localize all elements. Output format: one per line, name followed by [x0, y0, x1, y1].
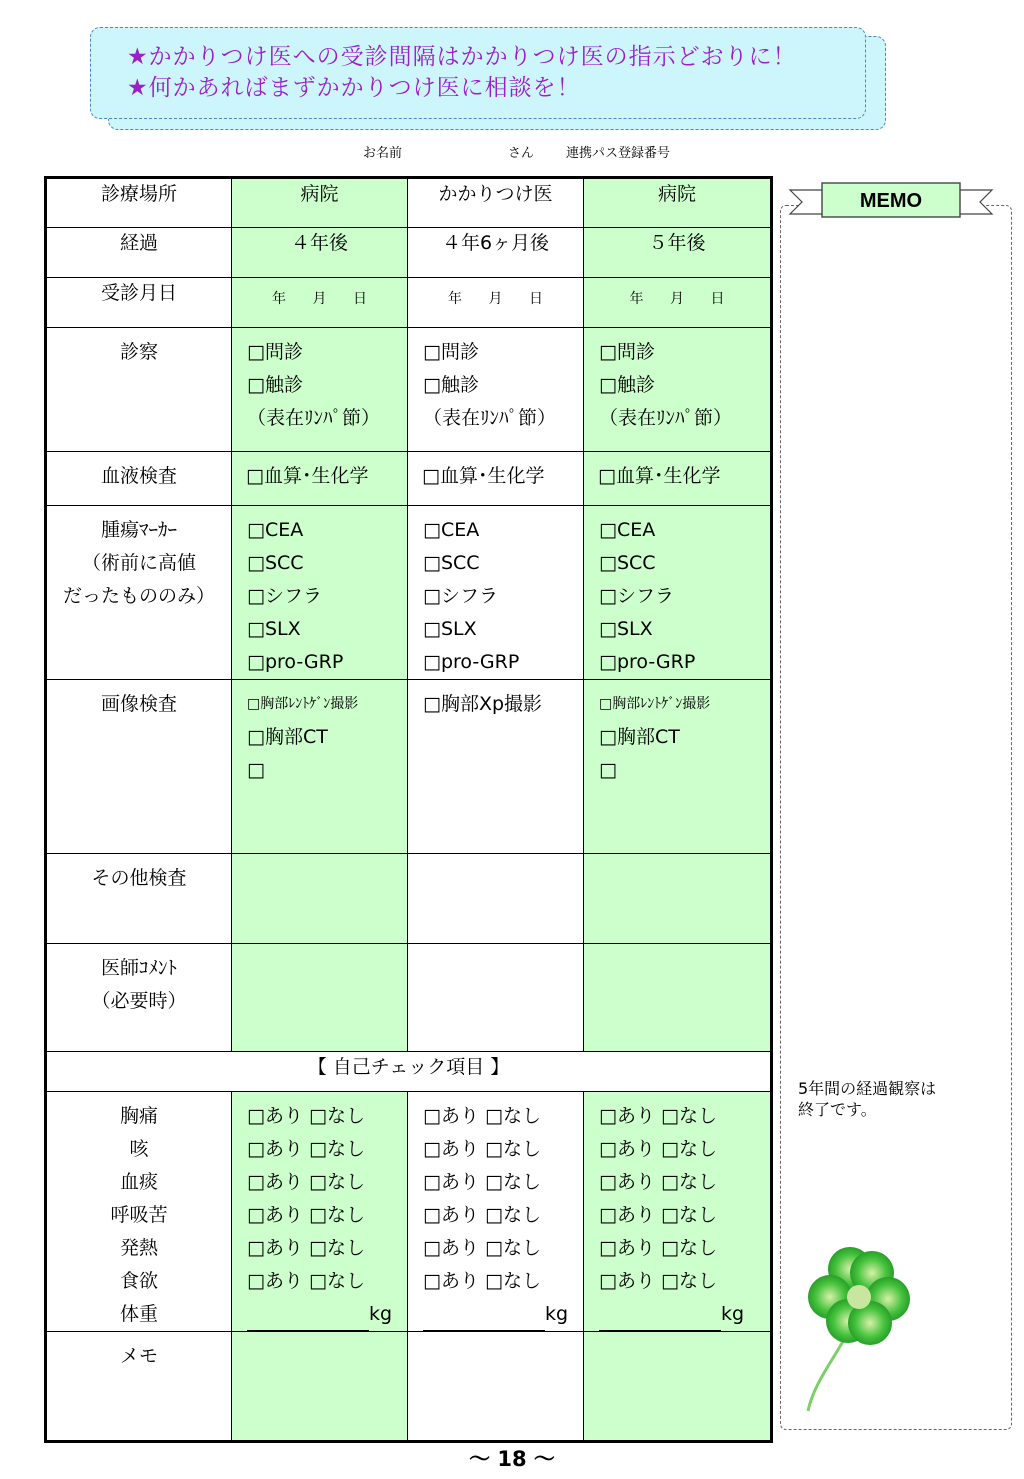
label-exam: [46, 328, 232, 452]
col3-tumor-cea[interactable]: □CEA: [599, 519, 656, 541]
col2-tumor-progrp[interactable]: □pro-GRP: [423, 651, 520, 673]
label-dyspnea: 呼吸苦: [110, 1204, 168, 1226]
col2-comment[interactable]: [408, 944, 584, 1052]
col1-exam-interview[interactable]: □問診: [247, 341, 303, 363]
col3-bloody-sputum[interactable]: □あり □なし: [599, 1171, 717, 1193]
label-tumor-2: （術前に高値: [81, 552, 196, 574]
label-memo-text: メモ: [119, 1345, 158, 1367]
col3-progress: ５年後: [584, 228, 772, 278]
col3-comment[interactable]: [584, 944, 772, 1052]
col1-bloody-sputum[interactable]: □あり □なし: [247, 1171, 365, 1193]
memo-note: [798, 1078, 936, 1120]
row-progress: [46, 228, 772, 278]
col2-tumor-cea[interactable]: □CEA: [423, 519, 480, 541]
col2-weight-field[interactable]: [423, 1298, 583, 1331]
col2-imaging-xp[interactable]: □胸部Xp撮影: [423, 693, 543, 715]
label-date: 受診月日: [46, 278, 232, 328]
col2-other[interactable]: [408, 854, 584, 944]
col3-fever[interactable]: □あり □なし: [599, 1237, 717, 1259]
col1-comment[interactable]: [232, 944, 408, 1052]
row-self-check-title: [46, 1052, 772, 1092]
col1-date[interactable]: [232, 278, 408, 328]
col3-date-text: 年 月 日: [629, 291, 725, 307]
col2-tumor-slx[interactable]: □SLX: [423, 618, 477, 640]
col1-blood[interactable]: □血算･生化学: [246, 465, 369, 487]
col3-other[interactable]: [584, 854, 772, 944]
col3-exam-note: （表在ﾘﾝﾊﾟ節）: [599, 407, 733, 429]
notice-line-2: ★何かあればまずかかりつけ医に相談を！: [127, 75, 581, 101]
memo-banner: [788, 180, 994, 226]
col3-weight-unit: kg: [721, 1303, 745, 1325]
row-exam: [46, 328, 772, 452]
row-comment: [46, 944, 772, 1052]
col1-other[interactable]: [232, 854, 408, 944]
col3-tumor-cyfra[interactable]: □シフラ: [599, 585, 674, 607]
col2-dyspnea[interactable]: □あり □なし: [423, 1204, 541, 1226]
row-other: [46, 854, 772, 944]
col1-dyspnea[interactable]: □あり □なし: [247, 1204, 365, 1226]
label-tumor-3: だったもののみ）: [62, 585, 215, 607]
col3-exam-interview[interactable]: □問診: [599, 341, 655, 363]
col1-tumor-progrp[interactable]: □pro-GRP: [247, 651, 344, 673]
col3-place: 病院: [584, 178, 772, 228]
col2-bloody-sputum[interactable]: □あり □なし: [423, 1171, 541, 1193]
label-appetite: 食欲: [119, 1270, 158, 1292]
row-memo: [46, 1332, 772, 1442]
col2-tumor-scc[interactable]: □SCC: [423, 552, 480, 574]
col1-memo[interactable]: [232, 1332, 408, 1442]
san-label: さん: [508, 146, 535, 161]
col3-memo[interactable]: [584, 1332, 772, 1442]
row-place: [46, 178, 772, 228]
self-check-title: 【 自己チェック項目 】: [46, 1052, 772, 1092]
col3-tumor-scc[interactable]: □SCC: [599, 552, 656, 574]
col3-exam-palpation[interactable]: □触診: [599, 374, 655, 396]
col3-appetite[interactable]: □あり □なし: [599, 1270, 717, 1292]
label-blood-text: 血液検査: [100, 465, 177, 487]
col3-imaging-other[interactable]: □: [599, 759, 617, 781]
label-imaging-text: 画像検査: [100, 693, 177, 715]
row-imaging: [46, 680, 772, 854]
label-exam-text: 診察: [119, 341, 158, 363]
label-progress: 経過: [46, 228, 232, 278]
label-cough: 咳: [129, 1138, 149, 1160]
col1-appetite[interactable]: □あり □なし: [247, 1270, 365, 1292]
name-label: お名前: [363, 146, 403, 161]
col1-tumor-slx[interactable]: □SLX: [247, 618, 301, 640]
label-other: [46, 854, 232, 944]
col3-imaging-ct[interactable]: □胸部CT: [599, 726, 680, 748]
label-bloody-sputum: 血痰: [119, 1171, 158, 1193]
col1-imaging-other[interactable]: □: [247, 759, 265, 781]
col3-tumor-progrp[interactable]: □pro-GRP: [599, 651, 696, 673]
col2-date[interactable]: [408, 278, 584, 328]
col3-cough[interactable]: □あり □なし: [599, 1138, 717, 1160]
col2-exam-note: （表在ﾘﾝﾊﾟ節）: [423, 407, 557, 429]
col2-tumor-cyfra[interactable]: □シフラ: [423, 585, 498, 607]
memo-note-1: 5年間の経過観察は: [798, 1079, 937, 1098]
page-number: ～ 18 ～: [469, 1447, 555, 1471]
col2-exam-palpation[interactable]: □触診: [423, 374, 479, 396]
col2-date-text: 年 月 日: [448, 291, 543, 307]
label-weight: 体重: [119, 1303, 158, 1325]
follow-up-table: [44, 176, 773, 1443]
row-date: [46, 278, 772, 328]
col3-blood[interactable]: □血算･生化学: [598, 465, 721, 487]
registration-label: 連携パス登録番号: [566, 146, 671, 161]
memo-note-2: 終了です。: [798, 1100, 877, 1119]
col1-exam-note: （表在ﾘﾝﾊﾟ節）: [247, 407, 381, 429]
col1-exam-palpation[interactable]: □触診: [247, 374, 303, 396]
col2-fever[interactable]: □あり □なし: [423, 1237, 541, 1259]
col1-weight-field[interactable]: [247, 1298, 407, 1331]
col1-chest-pain[interactable]: □あり □なし: [247, 1105, 365, 1127]
col2-cough[interactable]: □あり □なし: [423, 1138, 541, 1160]
col3-date[interactable]: [584, 278, 772, 328]
col1-weight-unit: kg: [369, 1303, 393, 1325]
col2-chest-pain[interactable]: □あり □なし: [423, 1105, 541, 1127]
notice-box: [90, 27, 866, 119]
col1-tumor-cea[interactable]: □CEA: [247, 519, 304, 541]
label-tumor-1: 腫瘍ﾏｰｶｰ: [100, 519, 177, 541]
col1-date-text: 年 月 日: [272, 291, 367, 307]
label-comment-2: （必要時）: [91, 990, 187, 1012]
col2-place: かかりつけ医: [408, 178, 584, 228]
col2-blood[interactable]: □血算･生化学: [422, 465, 545, 487]
col2-memo[interactable]: [408, 1332, 584, 1442]
row-tumor: [46, 506, 772, 680]
col3-weight-field[interactable]: [599, 1298, 770, 1331]
col1-cough[interactable]: □あり □なし: [247, 1138, 365, 1160]
row-blood: [46, 452, 772, 506]
label-blood: [46, 452, 232, 506]
label-comment: [46, 944, 232, 1052]
col3-dyspnea[interactable]: □あり □なし: [599, 1204, 717, 1226]
col1-tumor-cyfra[interactable]: □シフラ: [247, 585, 322, 607]
label-chest-pain: 胸痛: [119, 1105, 158, 1127]
col2-appetite[interactable]: □あり □なし: [423, 1270, 541, 1292]
col2-weight-unit: kg: [545, 1303, 569, 1325]
notice-line-1: ★かかりつけ医への受診間隔はかかりつけ医の指示どおりに！: [127, 44, 797, 70]
col2-exam-interview[interactable]: □問診: [423, 341, 479, 363]
col1-place: 病院: [232, 178, 408, 228]
label-other-text: その他検査: [91, 867, 187, 889]
label-tumor: [46, 506, 232, 680]
label-fever: 発熱: [119, 1237, 158, 1259]
col1-fever[interactable]: □あり □なし: [247, 1237, 365, 1259]
col2-progress: ４年6ヶ月後: [408, 228, 584, 278]
col1-tumor-scc[interactable]: □SCC: [247, 552, 304, 574]
label-place: 診療場所: [46, 178, 232, 228]
col3-imaging-xray[interactable]: □胸部ﾚﾝﾄｹﾞﾝ撮影: [599, 696, 711, 712]
row-symptoms: [46, 1092, 772, 1332]
col1-imaging-ct[interactable]: □胸部CT: [247, 726, 328, 748]
col1-progress: ４年後: [232, 228, 408, 278]
clover-icon: [800, 1243, 920, 1413]
label-memo: [46, 1332, 232, 1442]
label-symptoms: [46, 1092, 232, 1332]
col3-chest-pain[interactable]: □あり □なし: [599, 1105, 717, 1127]
label-imaging: [46, 680, 232, 854]
memo-banner-text: MEMO: [859, 190, 923, 212]
col1-imaging-xray[interactable]: □胸部ﾚﾝﾄｹﾞﾝ撮影: [247, 696, 359, 712]
col3-tumor-slx[interactable]: □SLX: [599, 618, 653, 640]
label-comment-1: 医師ｺﾒﾝﾄ: [100, 957, 177, 979]
